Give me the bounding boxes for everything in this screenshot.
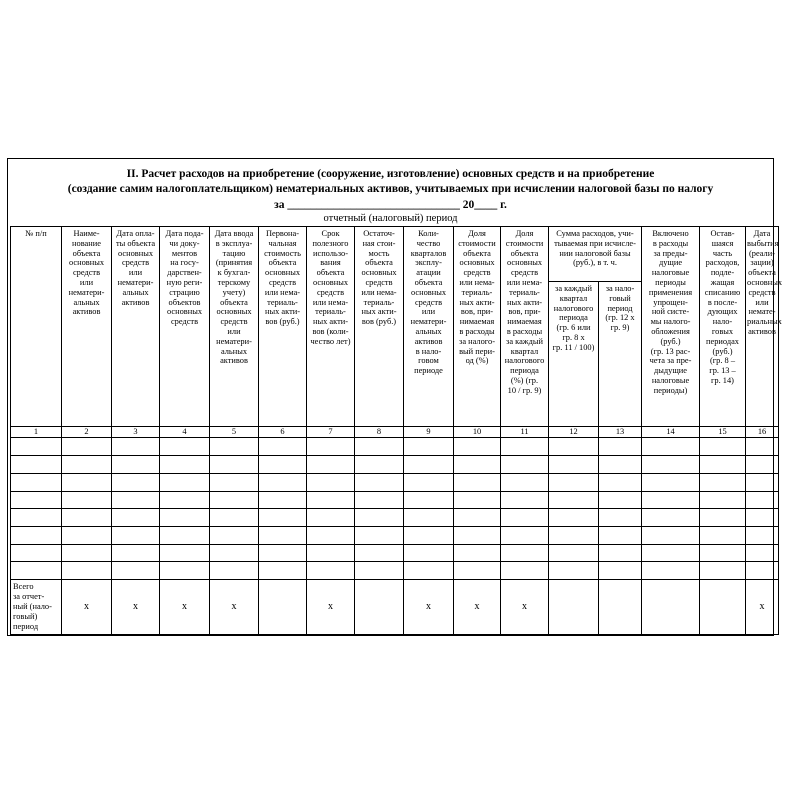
table-cell [259,473,307,491]
table-cell [112,438,160,456]
column-number: 7 [307,426,355,438]
table-cell [642,526,700,544]
total-cell: x [501,579,549,634]
blank-rows [11,438,779,579]
table-cell [454,509,501,527]
table-cell [11,491,62,509]
total-cell: x [62,579,112,634]
table-cell [11,544,62,562]
total-cell [355,579,404,634]
table-row [11,491,779,509]
table-cell [62,562,112,580]
header-col-9: Коли- чество кварталов эксплу- атации объекта основных средств или нематери- альных активов в нало- говом периоде [404,227,454,427]
table-cell [746,509,779,527]
table-cell [454,526,501,544]
header-col-4: Дата пода- чи доку- ментов на госу- дарствен- ную реги- страцию объектов основных средств [160,227,210,427]
table-cell [642,562,700,580]
table-cell [599,544,642,562]
table-cell [112,491,160,509]
table-cell [599,456,642,474]
table-cell [259,526,307,544]
table-cell [11,509,62,527]
total-cell: x [160,579,210,634]
header-col-11: Доля стоимости объекта основных средств или нема- териаль- ных акти- вов, при- нимаемая в расходы за каждый квартал налогового периода (%) (гр. 10 / гр. 9) [501,227,549,427]
table-cell [599,438,642,456]
period-line: за ______________________________ 20____ г. [274,199,507,211]
table-cell [700,526,746,544]
table-cell [160,456,210,474]
table-cell [259,438,307,456]
total-cell [259,579,307,634]
column-number: 15 [700,426,746,438]
table-cell [501,491,549,509]
table-cell [112,562,160,580]
table-cell [160,473,210,491]
table-cell [160,544,210,562]
table-cell [700,544,746,562]
table-header-row [11,227,779,282]
table-cell [355,438,404,456]
table-cell [642,491,700,509]
table-cell [112,456,160,474]
total-cell [642,579,700,634]
table-cell [62,509,112,527]
table-cell [746,562,779,580]
table-cell [112,473,160,491]
table-cell [501,562,549,580]
table-cell [404,456,454,474]
table-cell [746,473,779,491]
header-col-13: за нало- говый период (гр. 12 х гр. 9) [599,282,642,427]
table-cell [700,562,746,580]
column-number-row [11,426,779,438]
total-row [11,579,779,634]
header-col-12: за каждый квартал налогового периода (гр. 6 или гр. 8 х гр. 11 / 100) [549,282,599,427]
table-cell [501,526,549,544]
column-number: 13 [599,426,642,438]
table-cell [404,509,454,527]
table-cell [210,544,259,562]
table-cell [404,562,454,580]
table-cell [549,509,599,527]
total-cell: x [210,579,259,634]
table-cell [642,544,700,562]
table-cell [700,491,746,509]
column-number: 14 [642,426,700,438]
table-cell [549,473,599,491]
table-cell [160,562,210,580]
table-cell [11,562,62,580]
table-cell [549,544,599,562]
table-cell [746,456,779,474]
table-cell [307,544,355,562]
header-col-16: Дата выбытия (реали- зации) объекта основных средств или немате- риальных активов [746,227,779,427]
table-cell [112,526,160,544]
total-cell: x [454,579,501,634]
table-cell [404,544,454,562]
header-col-3: Дата опла- ты объекта основных средств или нематери- альных активов [112,227,160,427]
table-cell [501,473,549,491]
expenses-table [10,226,783,635]
table-cell [549,438,599,456]
form-title-line-2: (создание самим налогоплательщиком) нематериальных активов, учитываемых при исчислении налоговой базы по налогу [67,183,714,195]
table-cell [11,456,62,474]
form-page [7,158,783,636]
header-col-1: № п/п [11,227,62,427]
header-col-15: Остав- шаяся часть расходов, подле- жащая списанию в после- дующих нало- говых периодах (руб.) (гр. 8 – гр. 13 – гр. 14) [700,227,746,427]
table-cell [210,526,259,544]
table-cell [11,526,62,544]
table-cell [642,509,700,527]
table-cell [549,526,599,544]
table-cell [746,526,779,544]
table-cell [210,438,259,456]
column-number: 11 [501,426,549,438]
header-col-5: Дата ввода в эксплуа- тацию (принятия к бухгал- терскому учету) объекта основных средств или нематери- альных активов [210,227,259,427]
table-cell [501,509,549,527]
table-cell [454,438,501,456]
table-cell [307,456,355,474]
table-row [11,544,779,562]
table-cell [355,562,404,580]
table-cell [599,473,642,491]
table-cell [210,562,259,580]
table-cell [112,509,160,527]
table-cell [501,456,549,474]
table-cell [549,491,599,509]
table-row [11,456,779,474]
table-cell [501,438,549,456]
table-cell [355,526,404,544]
table-cell [700,438,746,456]
table-cell [599,562,642,580]
table-cell [355,456,404,474]
column-number: 8 [355,426,404,438]
column-number: 9 [404,426,454,438]
header-col-8: Остаточ- ная стои- мость объекта основных средств или нема- териаль- ных акти- вов (руб.) [355,227,404,427]
table-cell [307,562,355,580]
table-cell [642,473,700,491]
table-cell [454,491,501,509]
period-caption: отчетный (налоговый) период [323,213,458,224]
table-cell [599,526,642,544]
column-number: 12 [549,426,599,438]
table-cell [259,456,307,474]
table-cell [746,491,779,509]
table-row [11,509,779,527]
header-col-6: Первона- чальная стоимость объекта основных средств или нема- териаль- ных акти- вов (руб.) [259,227,307,427]
form-title-line-1: II. Расчет расходов на приобретение (сооружение, изготовление) основных средств и на приобретение [126,168,655,180]
table-cell [307,491,355,509]
table-cell [700,456,746,474]
header-col-7: Срок полезного использо- вания объекта основных средств или нема- териаль- ных акти- вов (коли- чество лет) [307,227,355,427]
table-cell [259,544,307,562]
column-number: 2 [62,426,112,438]
total-row-label: Всего за отчет- ный (нало- говый) период [11,579,62,634]
column-number: 1 [11,426,62,438]
table-cell [355,544,404,562]
total-cell [700,579,746,634]
table-row [11,438,779,456]
table-cell [112,544,160,562]
total-cell: x [112,579,160,634]
total-cell: x [746,579,779,634]
table-cell [599,509,642,527]
header-col-14: Включено в расходы за преды- дущие налоговые периоды применения упрощен- ной систе- мы налого- обложения (руб.) (гр. 13 рас- чета за пре- дыдущие налоговые периоды) [642,227,700,427]
form-title [8,167,773,197]
table-cell [642,438,700,456]
column-number: 6 [259,426,307,438]
table-cell [549,562,599,580]
column-number: 4 [160,426,210,438]
table-cell [160,438,210,456]
table-cell [11,473,62,491]
table-cell [62,491,112,509]
table-row [11,562,779,580]
table-cell [454,456,501,474]
table-cell [454,544,501,562]
table-cell [746,438,779,456]
table-cell [210,509,259,527]
table-cell [355,473,404,491]
table-cell [599,491,642,509]
total-cell [549,579,599,634]
table-cell [62,544,112,562]
table-cell [210,491,259,509]
total-cell [599,579,642,634]
table-cell [11,438,62,456]
table-cell [62,438,112,456]
table-cell [700,473,746,491]
table-cell [746,544,779,562]
table-cell [160,491,210,509]
table-cell [62,456,112,474]
header-col-2: Наиме- нование объекта основных средств или нематери- альных активов [62,227,112,427]
table-cell [404,438,454,456]
table-cell [404,491,454,509]
table-cell [259,562,307,580]
table-cell [404,526,454,544]
table-cell [549,456,599,474]
table-cell [307,473,355,491]
table-cell [454,562,501,580]
table-cell [210,473,259,491]
total-cell: x [404,579,454,634]
table-cell [259,509,307,527]
table-row [11,526,779,544]
table-cell [355,509,404,527]
table-cell [62,473,112,491]
header-col-12-13-group: Сумма расходов, учи- тываемая при исчисле- нии налоговой базы (руб.), в т. ч. [549,227,642,282]
total-cell: x [307,579,355,634]
table-cell [307,526,355,544]
table-cell [210,456,259,474]
column-number: 16 [746,426,779,438]
column-number: 3 [112,426,160,438]
table-cell [501,544,549,562]
column-number: 5 [210,426,259,438]
table-cell [307,509,355,527]
column-number: 10 [454,426,501,438]
table-cell [355,491,404,509]
table-cell [454,473,501,491]
table-cell [259,491,307,509]
table-cell [160,526,210,544]
table-cell [307,438,355,456]
table-row [11,473,779,491]
table-cell [642,456,700,474]
table-cell [700,509,746,527]
header-col-10: Доля стоимости объекта основных средств или нема- териаль- ных акти- вов, при- нимаемая в расходы за налого- вый пери- од (%) [454,227,501,427]
table-cell [160,509,210,527]
table-cell [62,526,112,544]
table-cell [404,473,454,491]
